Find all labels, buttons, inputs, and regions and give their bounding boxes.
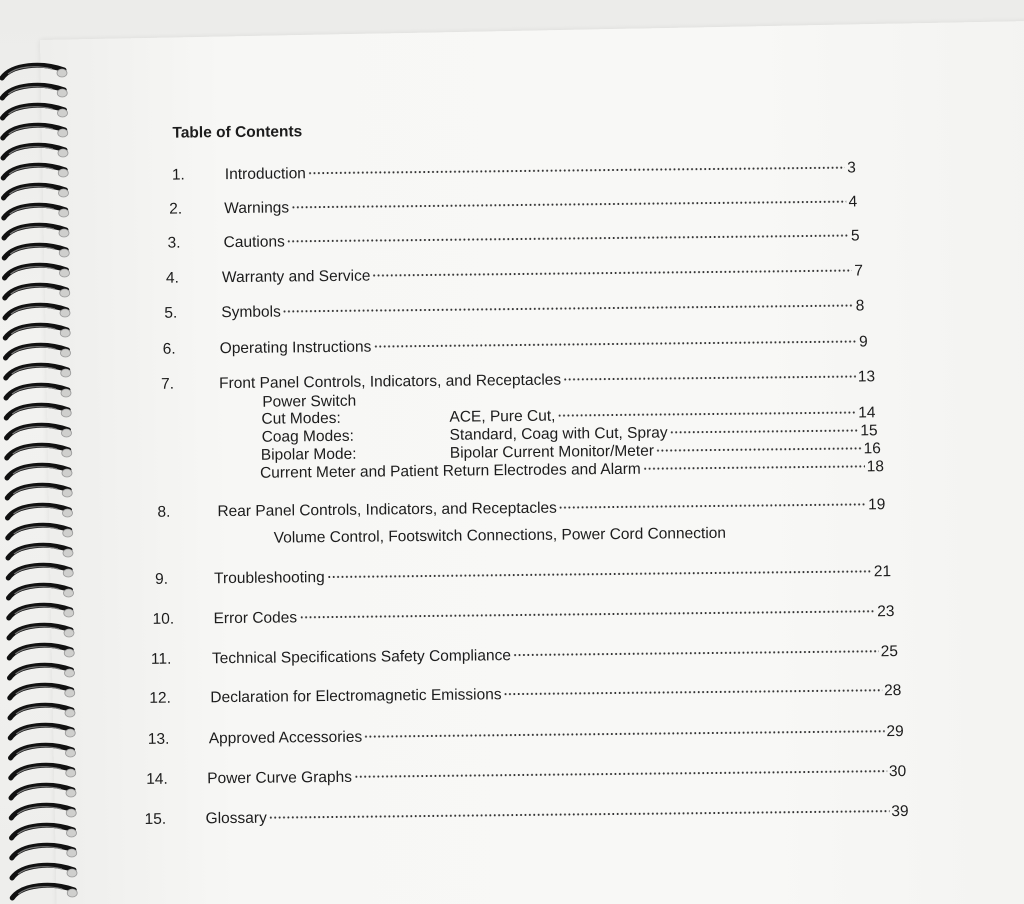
entry-page: 21 [873,563,892,581]
dot-leader [327,570,872,578]
toc-title: Table of Contents [172,123,303,142]
entry-page: 13 [857,368,876,386]
toc-entry-12 [149,682,901,708]
sub-page: 16 [863,440,881,458]
dot-leader [643,465,865,469]
toc-entry-8 [157,496,885,522]
dot-leader [373,340,857,347]
dot-leader [504,689,883,695]
toc-entry-15 [145,803,909,829]
entry-number: 13. [147,730,170,748]
entry-page: 28 [883,682,902,700]
entry-page: 5 [850,227,860,245]
dot-leader [299,610,875,618]
entry-label: Operating Instructions [219,338,372,358]
dot-leader [269,810,890,818]
toc-entry-2 [169,193,857,218]
entry-label: Cautions [223,233,285,252]
entry-page: 30 [888,762,907,781]
entry-label: Warnings [224,199,290,218]
dot-leader [364,730,884,737]
entry-page: 9 [858,333,868,351]
entry-label: Troubleshooting [214,569,325,588]
entry-label: Symbols [221,303,281,322]
dot-leader [283,304,854,312]
entry-number: 12. [149,689,172,707]
dot-leader [559,503,866,508]
entry-number: 2. [169,200,183,218]
sub-value: ACE, Pure Cut, [449,407,556,426]
toc-entry-13 [148,723,904,749]
dot-leader [291,201,846,209]
entry-label: Introduction [224,165,306,184]
entry-number: 5. [164,304,178,322]
toc-entry-4 [166,262,863,287]
entry-number: 8. [157,503,171,521]
entry-number: 10. [152,610,175,628]
dot-leader [563,375,856,380]
sub-label: Current Meter and Patient Return Electrodes and Alarm [259,460,641,482]
toc-entry-9 [155,563,891,589]
toc-entry-10 [152,603,894,629]
dot-leader [656,447,862,451]
entry-number: 3. [167,234,181,252]
dot-leader [513,650,879,656]
entry-page: 23 [877,603,895,621]
dot-leader [670,429,859,433]
entry-label: Power Curve Graphs [207,768,353,788]
entry-number: 1. [171,166,185,184]
toc-entry-14 [146,763,906,789]
entry-page: 29 [886,722,904,741]
sub-value: Standard, Coag with Cut, Spray [449,424,668,444]
entry-page: 4 [848,193,858,211]
entry-number: 15. [144,810,167,828]
entry-page: 39 [891,802,909,821]
entry-label: Error Codes [213,609,298,628]
entry-number: 14. [146,770,168,788]
entry-number: 7. [160,375,175,393]
sub-label: Volume Control, Footswitch Connections, Power Cord Connection [273,524,727,547]
dot-leader [287,235,849,243]
entry-label: Declaration for Electromagnetic Emissions [210,686,502,707]
dot-leader [372,270,852,277]
sub-value: Bipolar Current Monitor/Meter [449,442,655,462]
sub-page: 15 [860,422,878,440]
sub-label: Power Switch [262,392,357,411]
entry-label: Approved Accessories [208,728,363,748]
entry-number: 9. [155,570,169,588]
entry-number: 11. [150,650,172,668]
entry-label: Rear Panel Controls, Indicators, and Receptacles [217,499,557,521]
entry-page: 25 [880,643,899,661]
toc-entry-6 [163,333,868,358]
toc-entry-1 [172,159,856,184]
sub-page: 14 [858,404,876,422]
toc-entry-3 [168,227,860,252]
entry-label: Technical Specifications Safety Compliance [211,647,512,668]
entry-number: 6. [162,340,176,358]
entry-label: Warranty and Service [221,267,371,287]
entry-page: 19 [868,496,886,514]
entry-page: 8 [855,297,865,315]
entry-label: Front Panel Controls, Indicators, and Receptacles [218,371,562,393]
sub-label: Cut Modes: [261,409,341,428]
sub-power-switch [262,393,356,412]
toc-entry-7 [161,368,875,393]
entry-page: 3 [847,159,856,177]
sub-label: Bipolar Mode: [260,445,357,464]
entry-label: Glossary [205,809,267,828]
sub-label: Coag Modes: [261,427,354,446]
entry-number: 4. [165,269,179,287]
toc-entry-11 [151,643,898,669]
sub-page: 18 [866,458,885,476]
dot-leader [557,411,856,416]
sub-rear-panel [274,525,726,548]
entry-page: 7 [854,262,864,280]
dot-leader [308,167,845,175]
dot-leader [354,770,887,778]
toc-entry-5 [164,297,864,322]
